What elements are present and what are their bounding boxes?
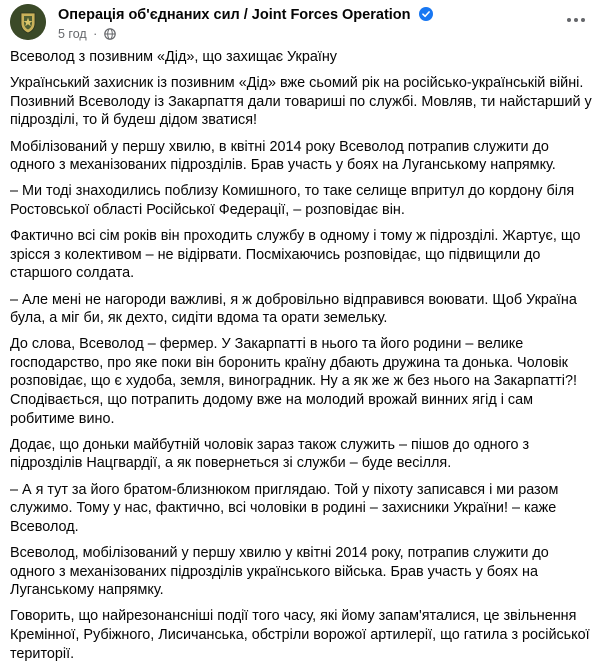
meta-separator: ·: [93, 27, 98, 41]
more-horizontal-icon: [566, 17, 586, 23]
page-name[interactable]: [58, 7, 433, 25]
post-paragraph: Додає, що доньки майбутній чоловік зараз також служить – пішов до одного з підрозділів Нацгвардії, а як повернеться зі служби – буде весілля.: [10, 436, 530, 472]
globe-icon[interactable]: [104, 28, 116, 43]
post-paragraph: – А я тут за його братом-близнюком приглядаю. Той у піхоту записався і ми разом служимо. Тому у нас, фактично, всі чоловіки в родині – захисники України! – каже Всеволод.: [10, 481, 559, 535]
post-paragraph: Всеволод, мобілізований у першу хвилю у квітні 2014 року, потрапив служити до одного з механізованих підрозділів українського війська. Брав участь у боях на Луганському напрямку.: [10, 545, 549, 599]
jfo-emblem-icon: [10, 4, 46, 40]
post-paragraph: – Але мені не нагороди важливі, я ж добровільно відправився воювати. Щоб Україна була, а міг би, як дехто, сидіти вдома та орати земельку.: [10, 291, 577, 327]
post-paragraph: Український захисник із позивним «Дід» вже сьомий рік на російсько-українській війні. Позивний Всеволоду із Закарпаття дали товариші по службі. Мовляв, ти найстарший у підрозділі, то й будеш дідом зватися!: [10, 75, 592, 129]
post-meta: [58, 27, 116, 43]
page-name-text[interactable]: Операція об'єднаних сил / Joint Forces Operation: [58, 7, 411, 23]
verified-badge-icon: [419, 7, 433, 25]
post-header: [10, 4, 590, 44]
post-paragraph: Фактично всі сім років він проходить службу в одному і тому ж підрозділі. Жартує, що зрісся з колективом – не відірвати. Посміхаючись розповідає, що підвищили до старшого солдата.: [10, 228, 581, 282]
page-avatar[interactable]: [10, 4, 46, 40]
post-paragraph: Говорить, що найрезонансніші події того часу, які йому запам'яталися, це звільнення Кремінної, Рубіжного, Лисичанська, обстріли ворожої артилерії, що гатила з російської території.: [10, 608, 590, 662]
post-paragraph: До слова, Всеволод – фермер. У Закарпатті в нього та його родини – велике господарство, про яке поки він боронить країну дбають дружина та донька. Чоловік розповідає, що є худоба, земля, виноградник. Ну а як же ж без нього на Закарпатті?! Сподівається, що потрапить додому вже на молодий врожай винних ягід і сам робитиме вино.: [10, 336, 577, 427]
more-options-button[interactable]: [562, 8, 590, 32]
post-paragraph: Мобілізований у першу хвилю, в квітні 2014 року Всеволод потрапив служити до одного з механізованих підрозділів. Брав участь у боях на Луганському напрямку.: [10, 138, 556, 174]
post-timestamp[interactable]: 5 год: [58, 27, 87, 41]
post-paragraph: – Ми тоді знаходились поблизу Комишного, то таке селище впритул до кордону біля Ростовської області Російської Федерації, – розповідає він.: [10, 183, 575, 218]
post-title: Всеволод з позивним «Дід», що захищає Україну: [10, 49, 337, 65]
post-body: [10, 48, 592, 671]
